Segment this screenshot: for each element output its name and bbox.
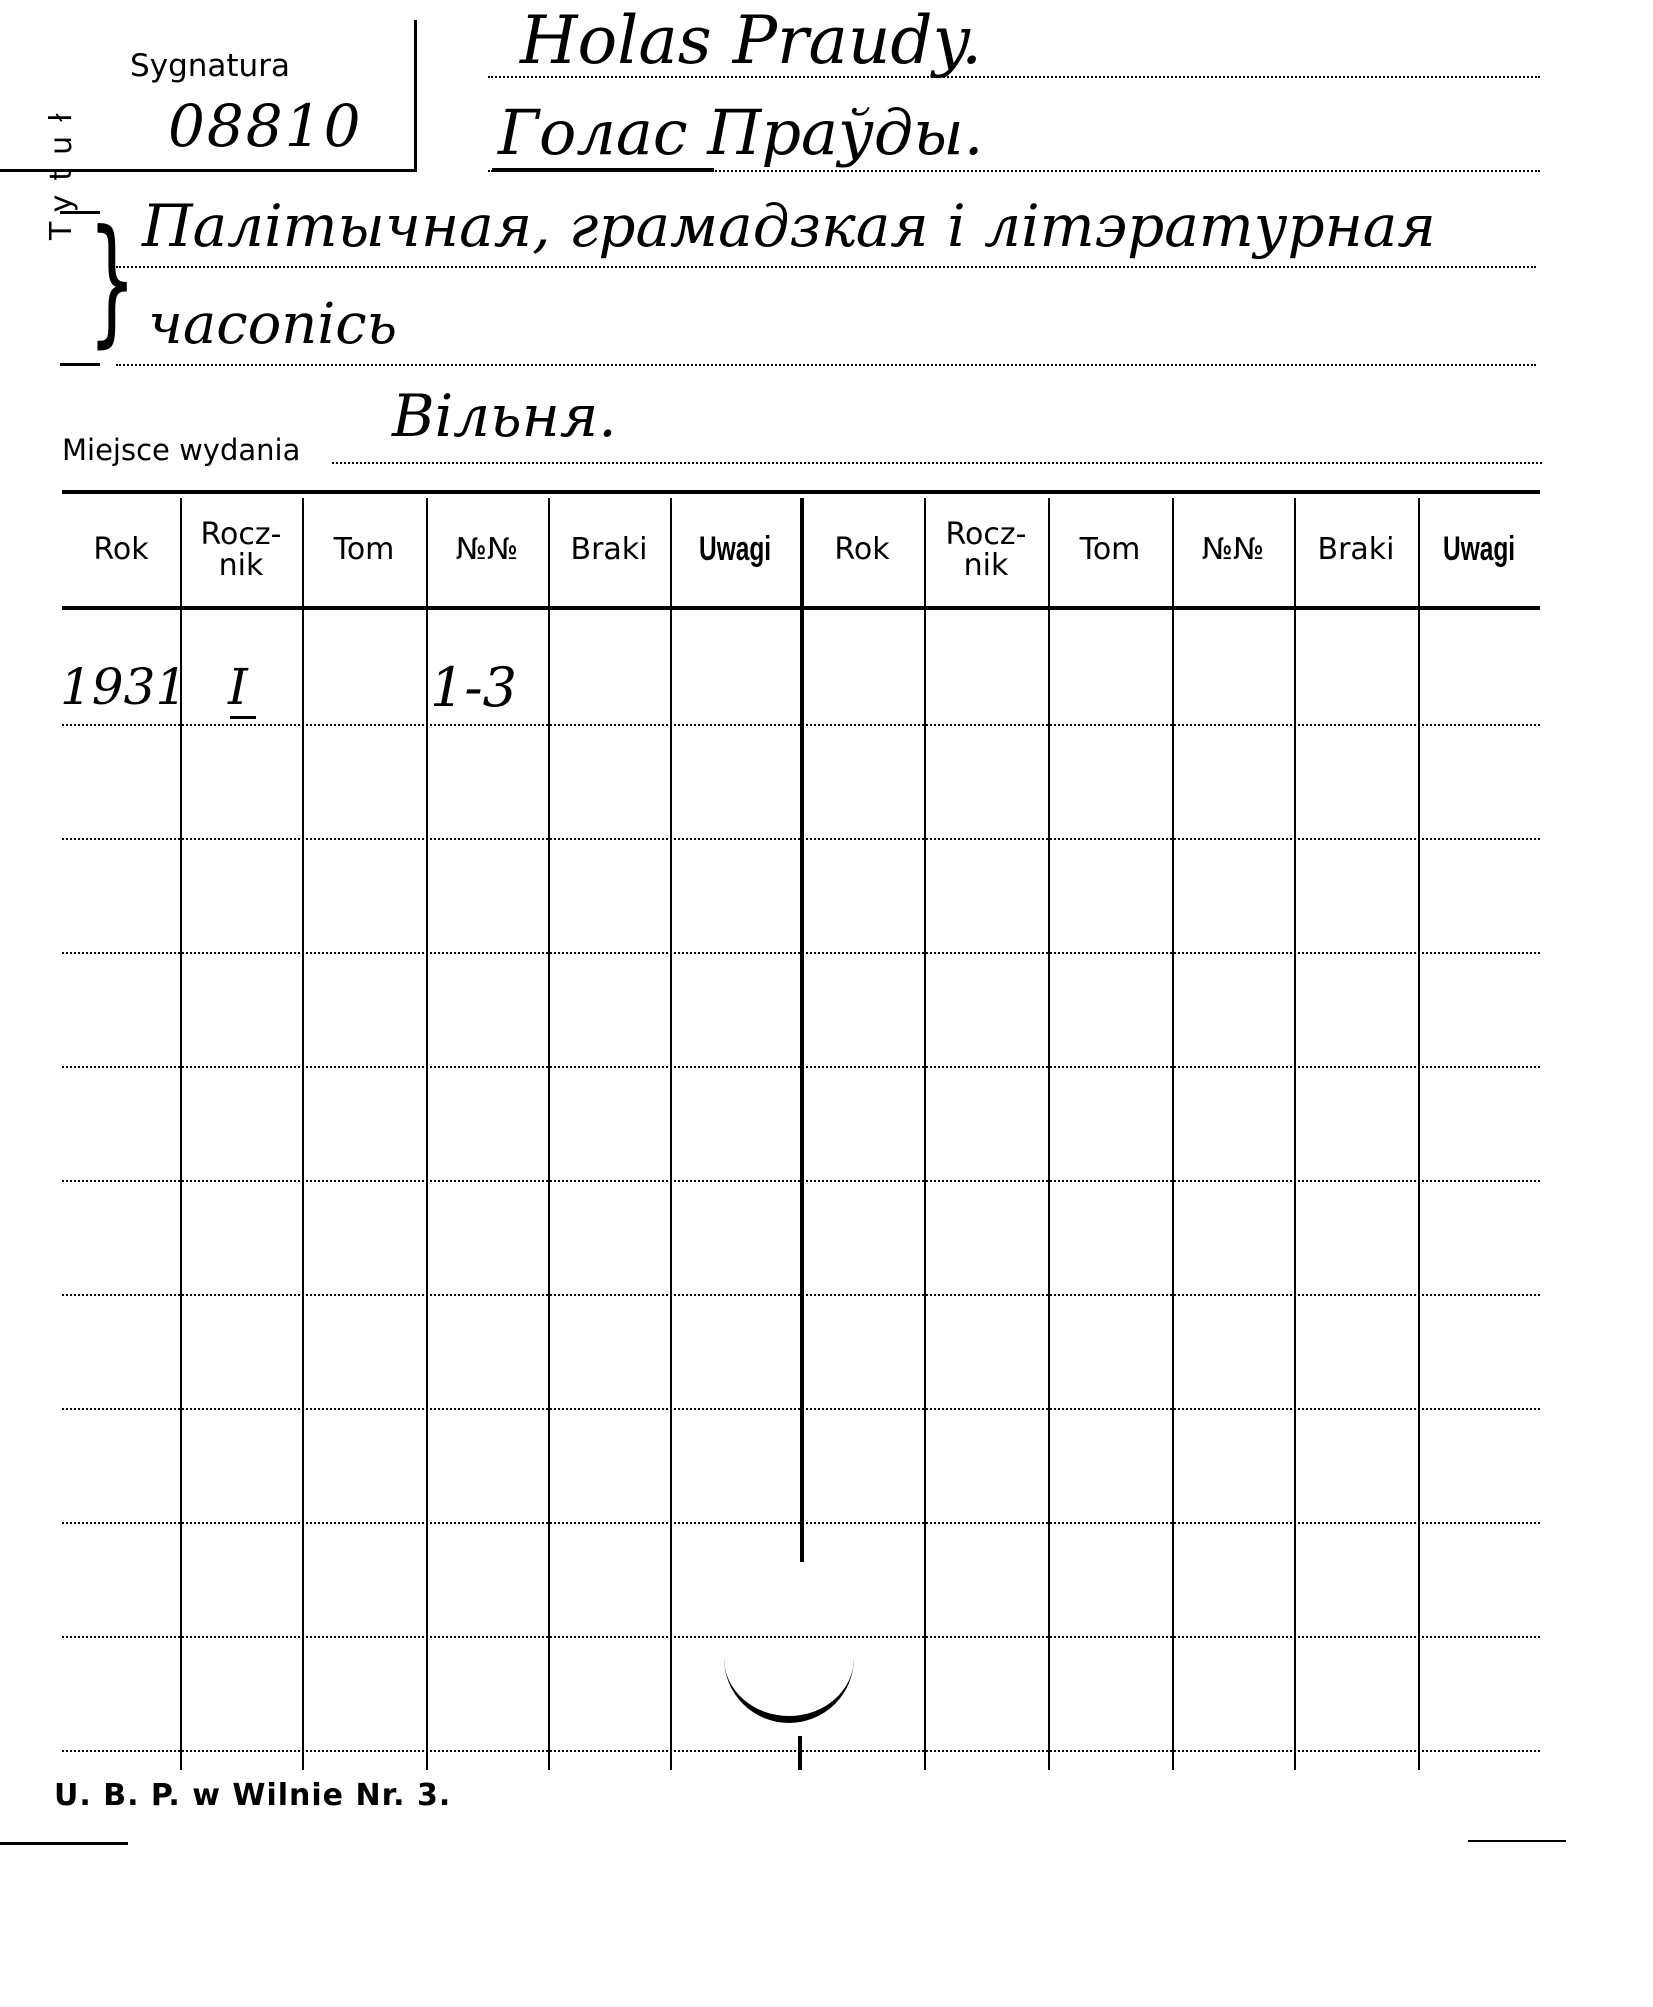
title-cyrillic: Голас Праўды. <box>498 96 984 169</box>
header-braki-2: Braki <box>1317 532 1395 568</box>
title-rule-1 <box>488 76 1540 78</box>
header-numery-2: №№ <box>1201 532 1265 568</box>
rocznik-underline <box>230 716 256 719</box>
cell-numery: 1-3 <box>430 656 517 719</box>
card-edge-left <box>0 1842 128 1845</box>
signature-number: 08810 <box>168 92 363 160</box>
table-row <box>62 838 1540 840</box>
header-braki: Braki <box>570 532 648 568</box>
column-divider <box>548 498 550 1770</box>
table-row <box>62 1522 1540 1524</box>
column-divider <box>1294 498 1296 1770</box>
header-rocznik-2: Rocz- nik <box>945 516 1027 583</box>
punch-notch <box>724 1640 854 1723</box>
tytul-label: Tytuł <box>44 99 79 240</box>
header-rocznik: Rocz- nik <box>200 516 282 583</box>
subtitle-rule-2 <box>116 364 1536 366</box>
place-value: Вільня. <box>392 382 617 450</box>
subtitle-line-1: Палітычная, грамадзкая і літэратурная <box>142 192 1436 260</box>
header-tom-2: Tom <box>1079 532 1141 568</box>
table-row <box>62 1750 1540 1752</box>
table-row <box>62 1294 1540 1296</box>
header-uwagi: Uwagi <box>698 530 772 569</box>
place-label: Miejsce wydania <box>62 433 301 467</box>
table-row <box>62 1408 1540 1410</box>
footer-printer-note: U. B. P. w Wilnie Nr. 3. <box>54 1778 452 1813</box>
table-row <box>62 952 1540 954</box>
center-divider <box>800 498 804 1562</box>
header-uwagi-2: Uwagi <box>1442 530 1516 569</box>
column-divider <box>1048 498 1050 1770</box>
brace-icon: } <box>88 200 137 361</box>
table-row <box>62 1180 1540 1182</box>
place-rule <box>332 462 1542 464</box>
table-row <box>62 724 1540 726</box>
title-rule-2 <box>488 170 1540 172</box>
title-latin: Holas Praudy. <box>520 2 983 79</box>
table-row <box>62 1066 1540 1068</box>
card-edge-right <box>1468 1840 1566 1842</box>
header-uwagi-cell <box>670 496 800 604</box>
cell-rocznik: I <box>228 658 248 716</box>
column-divider <box>1172 498 1174 1770</box>
cell-rok: 1931 <box>60 658 188 716</box>
signature-label: Sygnatura <box>130 48 290 84</box>
header-rok-2: Rok <box>834 532 890 568</box>
tytul-mark-bottom <box>60 363 100 366</box>
column-divider <box>670 498 672 1770</box>
header-tom: Tom <box>333 532 395 568</box>
header-rok: Rok <box>93 532 149 568</box>
header-uwagi-2-cell <box>1418 496 1540 604</box>
column-divider <box>924 498 926 1770</box>
subtitle-line-2: часопісь <box>148 292 398 357</box>
center-divider-stub <box>798 1736 802 1770</box>
table-top-rule <box>62 490 1540 494</box>
column-divider <box>302 498 304 1770</box>
header-numery: №№ <box>455 532 519 568</box>
column-divider <box>426 498 428 1770</box>
subtitle-rule-1 <box>116 266 1536 268</box>
column-divider <box>1418 498 1420 1770</box>
table-row <box>62 1636 1540 1638</box>
